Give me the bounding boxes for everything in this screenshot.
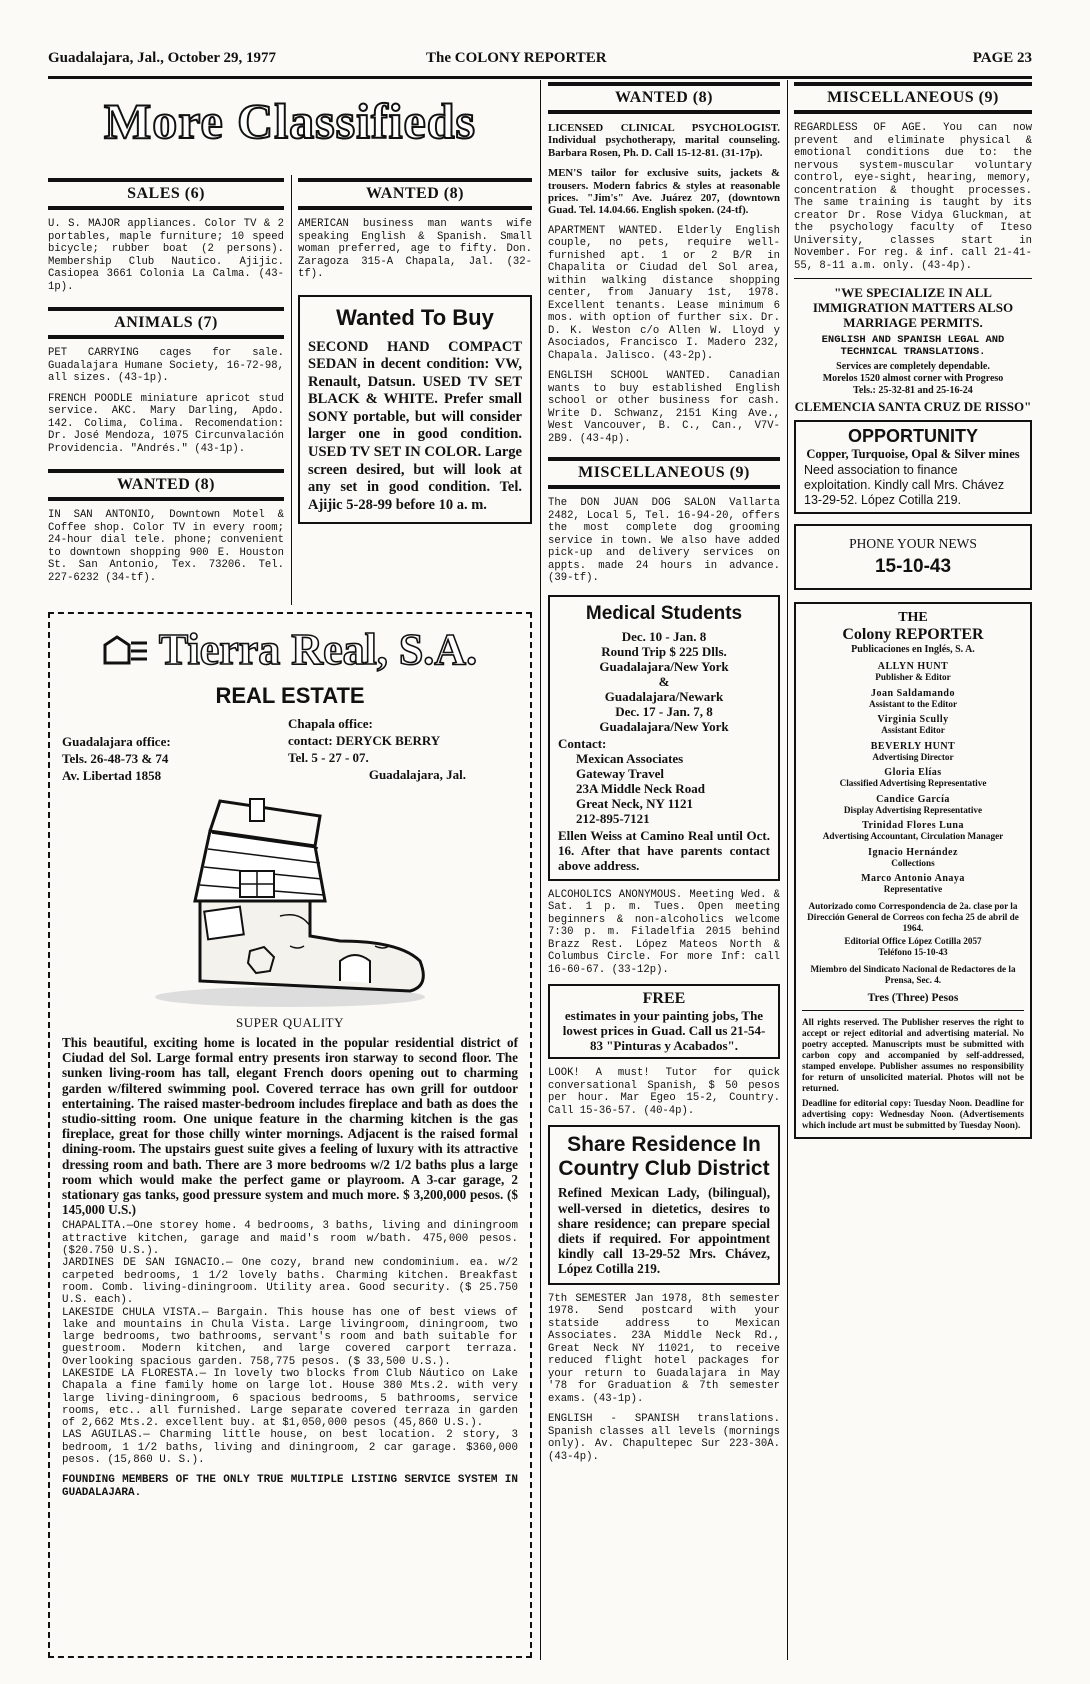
gdl-office: [62, 733, 171, 784]
staff-role: Assistant Editor: [881, 725, 945, 735]
header-paper-name: The COLONY REPORTER: [426, 50, 607, 66]
masthead-miembro: Miembro del Sindicato Nacional de Redactores de la Prensa, Sec. 4.: [810, 963, 1016, 985]
spanish-tutor-ad: LOOK! A must! Tutor for quick conversational Spanish, $ 50 pesos per hour. Mar Egeo 15-2, Country. Call 15-36-57. (40-4p).: [548, 1067, 780, 1117]
opportunity-text: Need association to finance exploitation. Kindly call Mrs. Chávez 13-29-52. López Cotilla 219.: [804, 463, 1005, 507]
contact-line: Contact:: [558, 735, 607, 751]
flight-line: Dec. 10 - Jan. 8: [621, 628, 707, 644]
staff-role: Advertising Accountant, Circulation Manager: [822, 831, 1004, 841]
staff-entry: [802, 688, 1024, 710]
regardless-of-age-ad: REGARDLESS OF AGE. You can now prevent and eliminate physical & emotional conditions due to: the nervous system-muscular voluntary control, eye-sight, hearing, memory, concentration & thought processes. The same training is taught by its creator Dr. Rose Vidya Gluckman, at the psychology faculty of Iteso University, classes start in November. For reg. & inf. call 21-41-55, 8-11 a.m. only. (43-4p).: [794, 122, 1032, 272]
gdl-office-label: Guadalajara office:: [62, 734, 171, 749]
immigration-services: Services are completely dependable.: [836, 361, 990, 372]
column-left: [48, 172, 284, 584]
page-header: [48, 50, 1032, 74]
immigration-address: Morelos 1520 almost corner with Progreso: [822, 373, 1004, 384]
staff-name: Ignacio Hernández: [868, 846, 958, 858]
tierra-footer: FOUNDING MEMBERS OF THE ONLY TRUE MULTIPLE LISTING SERVICE SYSTEM IN GUADALAJARA.: [62, 1474, 518, 1499]
gdl-office-tels: Tels. 26-48-73 & 74: [62, 751, 169, 766]
masthead-autorizado: Autorizado como Correspondencia de 2a. clase por la Dirección General de Correos con fecha 25 de abril de 1964.: [807, 900, 1019, 933]
medical-contact: [558, 736, 770, 826]
staff-entry: [802, 741, 1024, 763]
sales-heading: SALES (6): [48, 178, 284, 210]
wanted-to-buy-box: [298, 295, 532, 525]
boot-house-illustration: [140, 791, 440, 1011]
column-divider: [787, 80, 788, 1660]
share-title: Share Residence In Country Club District: [558, 1133, 770, 1181]
contact-line: 212-895-7121: [576, 810, 650, 826]
column-divider: [540, 80, 541, 1660]
flight-line: Guadalajara/Newark: [604, 688, 724, 704]
wanted-to-buy-text: SECOND HAND COMPACT SEDAN in decent condition: VW, Renault, Datsun. USED TV SET BLACK & WHITE. Prefer small SONY portable, but will consider larger one in good condition. USED TV SET IN COLOR. Large screen desired, but will look at any set in good condition. Tel. Ajijic 5-28-99 before 10 a. m.: [308, 338, 522, 513]
flight-line: Guadalajara/New York: [599, 658, 729, 674]
tierra-title-row: [62, 624, 518, 675]
banner-title: More Classifieds: [104, 93, 476, 149]
tierra-title: Tierra Real, S.A.: [158, 625, 478, 674]
masthead-box: [794, 602, 1032, 1139]
staff-role: Collections: [891, 857, 935, 868]
wanted-motel-ad: IN SAN ANTONIO, Downtown Motel & Coffee shop. Color TV in every room; 24-hour dial tele. phone; convenient to downtown shopping 900 E. Houston St. San Antonio, Tex. 73206. Tel. 227-6232 (34-tf).: [48, 509, 284, 584]
wanted-heading-left: WANTED (8): [48, 469, 284, 501]
staff-list: [802, 661, 1024, 895]
immigration-tels: Tels.: 25-32-81 and 25-16-24: [853, 385, 973, 396]
translations-ad: ENGLISH - SPANISH translations. Spanish classes all levels (mornings only). Av. Chapultepec Sur 223-30A. (43-4p).: [548, 1413, 780, 1463]
medical-note: Ellen Weiss at Camino Real until Oct. 16. After that have parents contact above address.: [558, 827, 770, 873]
masthead-name: Colony REPORTER: [842, 626, 984, 643]
animals-ad-cages: PET CARRYING cages for sale. Guadalajara Humane Society, 16-72-98, all sizes. (43-1p).: [48, 347, 284, 384]
masthead-rights-section: [802, 1010, 1024, 1131]
animals-ad-poodle: FRENCH POODLE miniature apricot stud service. AKC. Mary Darling, Apdo. 142. Colima, Colima. Recomendation: Dr. José Mendoza, 1075 Circunvalación Providencia. "Andrés." (43-1p).: [48, 392, 284, 455]
apartment-wanted-ad: APARTMENT WANTED. Elderly English couple, no pets, require well-furnished apt. 1 or 2 B/R in Chapalita or Ciudad del Sol area, within walking distance shopping center, from January 1st, 1978. Excellent tenants. Lease minimum 6 mos. with option of further six. Dr. D. K. Weston c/o Allen W. Lloyd y Asociados, Francisco I. Madero 232, Chapala. Jalisco. (43-2p).: [548, 224, 780, 362]
free-text: estimates in your painting jobs, The lowest prices in Guad. Call us 21-54-83 "Pinturas y Acabados".: [562, 1008, 766, 1054]
staff-entry: [802, 847, 1024, 869]
masthead-price: Tres (Three) Pesos: [867, 991, 959, 1004]
staff-name: Marco Antonio Anaya: [861, 873, 965, 884]
masthead-office: Editorial Office López Cotilla 2057: [844, 935, 982, 946]
staff-role: Advertising Director: [872, 751, 954, 762]
alcoholics-anonymous-ad: ALCOHOLICS ANONYMOUS. Meeting Wed. & Sat. 1 p. m. Tues. Open meeting beginners & non-alcoholics welcome 7:30 p. m. Filadelfia 2015 behind Brazz Rest. López Mateos North & Columbus Circle. For more Inf: call 16-60-67. (33-12p).: [548, 888, 780, 976]
column-third: [548, 82, 780, 1463]
masthead-deadline: Deadline for editorial copy: Tuesday Noon. Deadline for advertising copy: Wednesday Noon. (Advertisements which include art must be submitted by Tuesday Noon).: [802, 1097, 1024, 1130]
medical-students-box: [548, 595, 780, 881]
contact-line: Gateway Travel: [576, 765, 664, 781]
masthead-telefono: Teléfono 15-10-43: [878, 946, 948, 957]
wanted-heading-col3: WANTED (8): [548, 82, 780, 114]
header-date: Guadalajara, Jal., October 29, 1977: [48, 50, 277, 66]
english-school-ad: ENGLISH SCHOOL WANTED. Canadian wants to buy established English school or other business for cash. Write D. Schwanz, 2151 King Ave., West Vancouver, B. C., Can., V7V-2B9. (43-4p).: [548, 370, 780, 445]
free-title: FREE: [642, 990, 686, 1008]
header-rule: [48, 76, 1032, 79]
chapala-office-tel: Tel. 5 - 27 - 07.: [288, 750, 369, 765]
tierra-real-ad: [48, 612, 532, 1658]
wanted-to-buy-title: Wanted To Buy: [336, 304, 494, 330]
tierra-main-listing: This beautiful, exciting home is located in the popular residential district of Ciudad del Sol. Large formal entry presents iron starway to second floor. The sunken living-room has tall, elegant French doors opening out to charming garden w/filtered swimming pool. Covered terrace has own grill for outdoor entertaining. The raised master-bedroom includes fireplace and bath as does the studio-sitting room. One unique feature in the charming kitchen is the gas fireplace, great for those chilly winter mornings. Adjacent is the raised formal dining-room. The upstairs guest suite gives a feeling of luxury with its attractive dressing room and bath. There are 3 more bedrooms w/2 1/2 baths plus a large room which would make the perfect game or playroom. A 3-car garage, 2 stationary gas tanks, good pressure system and much more. $ 3,200,000 pesos. ($ 145,000 U.S.): [62, 1035, 518, 1218]
staff-role: Classified Advertising Representative: [839, 778, 987, 788]
share-text: Refined Mexican Lady, (bilingual), well-versed in dietetics, desires to share residence; can prepare special diets if required. For appointment kindly call 13-29-52 Mrs. Chávez, López Cotilla 219.: [558, 1185, 770, 1277]
staff-entry: [802, 714, 1024, 736]
staff-name: Joan Saldamando: [871, 687, 955, 699]
masthead-publisher: Publicaciones en Inglés, S. A.: [851, 644, 975, 655]
chapala-office-contact: contact: DERYCK BERRY: [288, 733, 441, 748]
flight-line: Guadalajara/New York: [599, 718, 729, 734]
immigration-title: "WE SPECIALIZE IN ALL IMMIGRATION MATTERS ALSO MARRIAGE PERMITS.: [812, 285, 1014, 330]
immigration-ad: [794, 278, 1032, 414]
staff-entry: [802, 661, 1024, 683]
tierra-subtitle: REAL ESTATE: [215, 683, 365, 708]
staff-role: Representative: [883, 884, 943, 894]
wanted-heading-mid: WANTED (8): [298, 178, 532, 210]
staff-name: Virginia Scully: [877, 714, 949, 725]
staff-name: ALLYN HUNT: [877, 661, 949, 672]
column-divider: [291, 175, 292, 605]
opportunity-subtitle: Copper, Turquoise, Opal & Silver mines: [806, 447, 1020, 461]
flight-line: Dec. 17 - Jan. 7, 8: [615, 703, 713, 719]
flight-line: &: [658, 673, 670, 689]
column-fourth: [794, 82, 1032, 1139]
masthead-the: THE: [898, 610, 928, 625]
staff-name: Trinidad Flores Luna: [862, 820, 964, 831]
masthead-rights: All rights reserved. The Publisher reserves the right to accept or reject editorial and advertising material. No poetry accepted. Manuscripts must be submitted with carbon copy and accompanied by self-addressed, stamped envelope. Publisher assumes no responsibility for return of unsolicited material. Photos will not be returned.: [802, 1016, 1024, 1093]
immigration-name: CLEMENCIA SANTA CRUZ DE RISSO": [794, 399, 1032, 414]
opportunity-box: [794, 420, 1032, 514]
medical-flights: [558, 629, 770, 734]
listing-jardines: JARDINES DE SAN IGNACIO.— One cozy, brand new condominium. ea. w/2 carpeted bedrooms, 1 1/2 lovely baths. Charming kitchen. Breakfast room. Comb. living-diningroom. Utility area. Good security. ($ 25.750 U.S. each).: [62, 1257, 518, 1307]
misc-heading-col3: MISCELLANEOUS (9): [548, 457, 780, 489]
gdl-office-address: Av. Libertad 1858: [62, 768, 162, 783]
phone-news-box: [794, 524, 1032, 590]
contact-line: Mexican Associates: [576, 750, 684, 766]
staff-role: Publisher & Editor: [875, 672, 951, 682]
header-page-number: PAGE 23: [972, 50, 1032, 66]
wanted-wife-ad: AMERICAN business man wants wife speaking English & Spanish. Small woman preferred, age to fifty. Don. Zaragoza 315-A Chapala, Jal. (32-tf).: [298, 218, 532, 280]
staff-entry: [802, 820, 1024, 842]
medical-title: Medical Students: [585, 602, 743, 624]
chapala-office-city: Guadalajara, Jal.: [368, 767, 466, 782]
staff-name: BEVERLY HUNT: [870, 740, 956, 752]
tierra-offices: [62, 715, 518, 787]
column-left-second: [298, 172, 532, 524]
listing-la-floresta: LAKESIDE LA FLORESTA.— In lovely two blocks from Club Náutico on Lake Chapala a fine family home on large lot. House 380 Mts.2. with very large living-diningroom, 6 spacious bedrooms, 5 bathrooms, service rooms, etc.. all furnished. Large separate covered terraza in garden of 2,662 Mts.2. excellent buy. at $1,050,000 pesos (45,860 U.S.).: [62, 1368, 518, 1430]
phone-news-number: 15-10-43: [874, 556, 952, 577]
contact-line: 23A Middle Neck Road: [576, 780, 705, 796]
contact-line: Great Neck, NY 1121: [576, 795, 693, 811]
flight-line: Round Trip $ 225 Dlls.: [601, 643, 727, 659]
sales-ad: U. S. MAJOR appliances. Color TV & 2 portables, maple furniture; 10 speed bicycle; rubber boat (2 persons). Membership Club Nautico. Ajijic. Casiopea 3661 Colonia La Calma. (43-1p).: [48, 218, 284, 293]
staff-role: Assistant to the Editor: [868, 698, 958, 709]
misc-heading-col4: MISCELLANEOUS (9): [794, 82, 1032, 114]
staff-role: Display Advertising Representative: [843, 804, 983, 815]
semester-ad: 7th SEMESTER Jan 1978, 8th semester 1978. Send postcard with your statside address to Mexican Associates. 23A Middle Neck Rd., Great Neck NY 11021, to receive reduced flight hotel packages for your return to Guadalajara in May '78 for Graduation & 7th semester exams. (43-1p).: [548, 1292, 780, 1405]
tierra-caption: SUPER QUALITY: [236, 1015, 344, 1030]
listing-chapalita: CHAPALITA.—One storey home. 4 bedrooms, 3 baths, living and diningroom attractive kitchen, garage and maid's room w/bath. 475,000 pesos. ($20.750 U.S.).: [62, 1220, 518, 1258]
listing-chula-vista: LAKESIDE CHULA VISTA.— Bargain. This house has one of best views of lake and mountains in Chula Vista. Large livingroom, diningroom, two large bedrooms, two bathrooms, servant's room and bath suitable for guestroom. Modern kitchen, and large covered carport terraza. Overlooking spacious garden. 758,775 pesos. ($ 33,500 U.S.).: [62, 1306, 518, 1368]
staff-entry: [802, 794, 1024, 816]
tierra-logo-icon: [103, 635, 149, 665]
more-classifieds-banner: [48, 92, 532, 168]
phone-news-title: PHONE YOUR NEWS: [849, 536, 977, 551]
immigration-subtitle: ENGLISH AND SPANISH LEGAL AND TECHNICAL TRANSLATIONS.: [821, 334, 1005, 358]
share-residence-box: [548, 1125, 780, 1284]
animals-heading: ANIMALS (7): [48, 307, 284, 339]
free-estimates-box: [548, 984, 780, 1059]
staff-entry: [802, 873, 1024, 895]
tailor-ad: MEN'S tailor for exclusive suits, jackets & trousers. Modern fabrics & styles at reasonable prices. "Jim's" Ave. Juárez 207, (downtown Guad. Tel. 14.04.66. English spoken. (24-tf).: [548, 167, 780, 217]
psychologist-ad: LICENSED CLINICAL PSYCHOLOGIST. Individual psychotherapy, marital counseling. Barbara Rosen, Ph. D. Call 15-12-81. (31-17p).: [548, 122, 780, 159]
opportunity-title: OPPORTUNITY: [847, 426, 978, 446]
staff-name: Gloria Elías: [884, 767, 942, 778]
listing-las-aguilas: LAS AGUILAS.— Charming little house, on best location. 2 story, 3 bedroom, 1 1/2 baths, living and diningroom, 2 car garage. $360,000 pesos. (15,860 U. S.).: [62, 1429, 518, 1467]
staff-name: Candice García: [876, 793, 950, 805]
staff-entry: [802, 767, 1024, 789]
dog-salon-ad: The DON JUAN DOG SALON Vallarta 2482, Local 5, Tel. 16-94-20, offers the most complete dog grooming service in town. We also have added pick-up and delivery services on appts. made 24 hours in advance. (39-tf).: [548, 497, 780, 585]
chapala-office-label: Chapala office:: [288, 716, 373, 731]
chapala-office: [288, 715, 466, 783]
